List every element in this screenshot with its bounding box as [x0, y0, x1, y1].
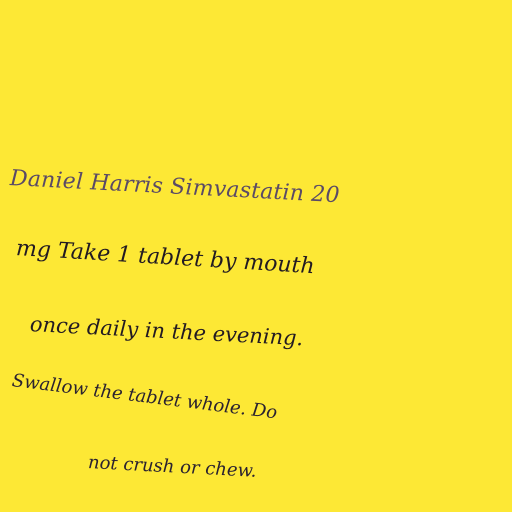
- dose-instruction-line: mg Take 1 tablet by mouth: [15, 236, 316, 280]
- frequency-line: once daily in the evening.: [29, 312, 304, 351]
- warning-line: not crush or chew.: [87, 452, 258, 482]
- patient-drug-line: Daniel Harris Simvastatin 20: [9, 166, 341, 209]
- swallow-instruction-line: Swallow the tablet whole. Do: [10, 370, 279, 424]
